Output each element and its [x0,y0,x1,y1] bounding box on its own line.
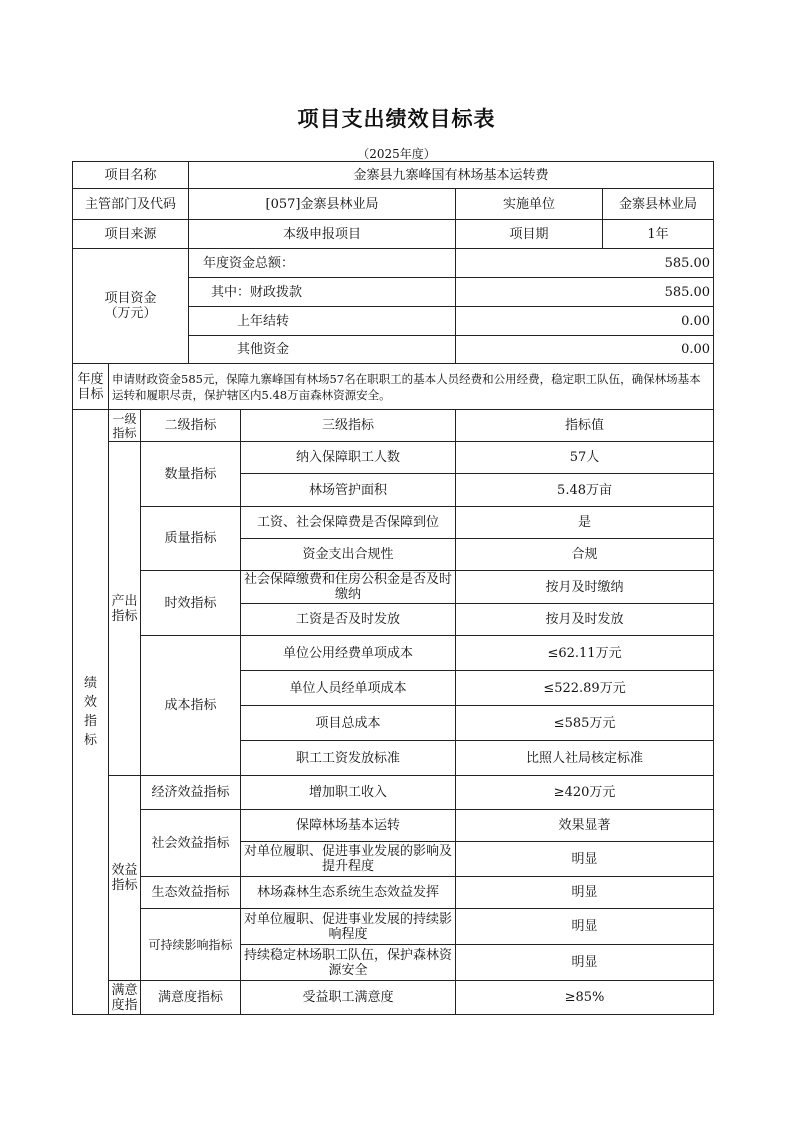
level1-header: 一级 指标 [109,410,141,442]
funds-label: 项目资金 （万元） [73,249,189,364]
department-label: 主管部门及代码 [73,189,189,220]
level3-indicator: 增加职工收入 [241,776,456,810]
quantity-indicator: 数量指标 [141,442,241,507]
indicator-value: ≤522.89万元 [456,671,714,706]
table-row [73,507,714,539]
value-header: 指标值 [456,410,714,442]
department-value: [057]金寨县林业局 [189,189,456,220]
project-name-value: 金寨县九寨峰国有林场基本运转费 [189,162,714,189]
output-indicators-label: 产出 指标 [109,442,141,776]
quality-indicator: 质量指标 [141,507,241,571]
funds-carry-value: 0.00 [456,307,714,336]
indicator-value: 合规 [456,539,714,571]
level3-indicator: 保障林场基本运转 [241,810,456,842]
level3-indicator: 对单位履职、促进事业发展的持续影响程度 [241,909,456,945]
fiscal-year: （2025年度） [357,147,436,161]
satisfaction-indicator: 满意度指标 [141,981,241,1015]
funds-other-label: 其他资金 [189,336,456,364]
source-row [73,220,714,249]
level2-header: 二级指标 [141,410,241,442]
performance-target-table [72,161,714,1015]
indicator-value: 5.48万亩 [456,474,714,507]
cost-indicator: 成本指标 [141,636,241,776]
table-row [73,571,714,604]
table-row [73,810,714,842]
indicators-label: 绩 效 指 标 [73,410,109,1015]
level3-indicator: 项目总成本 [241,706,456,741]
economic-indicator: 经济效益指标 [141,776,241,810]
source-value: 本级申报项目 [189,220,456,249]
department-row [73,189,714,220]
implementer-value: 金寨县林业局 [603,189,714,220]
social-indicator: 社会效益指标 [141,810,241,877]
indicator-value: 按月及时发放 [456,604,714,636]
funds-carry-label: 上年结转 [189,307,456,336]
level3-indicator: 资金支出合规性 [241,539,456,571]
indicator-value: 是 [456,507,714,539]
indicator-value: 明显 [456,909,714,945]
level3-indicator: 受益职工满意度 [241,981,456,1015]
funds-other-value: 0.00 [456,336,714,364]
level3-indicator: 社会保障缴费和住房公积金是否及时缴纳 [241,571,456,604]
level3-indicator: 工资是否及时发放 [241,604,456,636]
table-row [73,776,714,810]
timeliness-indicator: 时效指标 [141,571,241,636]
indicator-value: ≥85% [456,981,714,1015]
level3-indicator: 林场管护面积 [241,474,456,507]
funds-total-label: 年度资金总额： [189,249,456,278]
source-label: 项目来源 [73,220,189,249]
page-title: 项目支出绩效目标表 [297,107,496,131]
indicator-value: 57人 [456,442,714,474]
indicator-value: ≥420万元 [456,776,714,810]
indicator-header-row [73,410,714,442]
funds-total-row [73,249,714,278]
level3-indicator: 纳入保障职工人数 [241,442,456,474]
annual-goal-row [73,364,714,410]
level3-indicator: 职工工资发放标准 [241,741,456,776]
level3-indicator: 工资、社会保障费是否保障到位 [241,507,456,539]
table-row [73,877,714,909]
benefit-indicators-label: 效益 指标 [109,776,141,981]
indicator-value: 明显 [456,877,714,909]
indicator-value: ≤585万元 [456,706,714,741]
project-name-row [73,162,714,189]
funds-fiscal-value: 585.00 [456,278,714,307]
table-row [73,909,714,945]
indicator-value: 明显 [456,842,714,877]
level3-indicator: 单位人员经单项成本 [241,671,456,706]
project-name-label: 项目名称 [73,162,189,189]
level3-indicator: 对单位履职、促进事业发展的影响及提升程度 [241,842,456,877]
table-row [73,636,714,671]
funds-fiscal-label: 其中：财政拨款 [189,278,456,307]
period-value: 1年 [603,220,714,249]
annual-goal-text: 申请财政资金585元，保障九寨峰国有林场57名在职职工的基本人员经费和公用经费，稳定职工队伍，确保林场基本运转和履职尽责，保护辖区内5.48万亩森林资源安全。 [109,364,714,410]
implementer-label: 实施单位 [456,189,603,220]
indicator-value: 明显 [456,945,714,981]
level3-indicator: 单位公用经费单项成本 [241,636,456,671]
table-row [73,442,714,474]
level3-indicator: 持续稳定林场职工队伍，保护森林资源安全 [241,945,456,981]
table-row [73,981,714,1015]
period-label: 项目期 [456,220,603,249]
level3-indicator: 林场森林生态系统生态效益发挥 [241,877,456,909]
indicator-value: 按月及时缴纳 [456,571,714,604]
indicator-value: ≤62.11万元 [456,636,714,671]
funds-total-value: 585.00 [456,249,714,278]
level3-header: 三级指标 [241,410,456,442]
annual-goal-label: 年度 目标 [73,364,109,410]
indicator-value: 比照人社局核定标准 [456,741,714,776]
sustainable-indicator: 可持续影响指标 [141,909,241,981]
satisfaction-indicators-label: 满意 度指 [109,981,141,1015]
ecological-indicator: 生态效益指标 [141,877,241,909]
indicator-value: 效果显著 [456,810,714,842]
